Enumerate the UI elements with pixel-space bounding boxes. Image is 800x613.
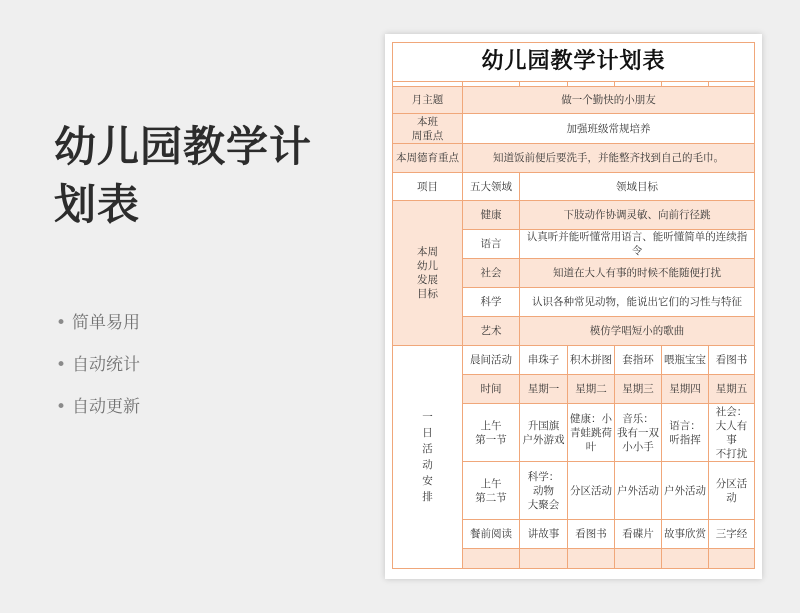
schedule-cell: 户外活动 <box>662 462 709 520</box>
goal-target: 认识各种常见动物，能说出它们的习性与特征 <box>520 288 755 317</box>
schedule-cell: 户外活动 <box>615 462 662 520</box>
schedule-cell: 看图书 <box>568 520 615 549</box>
goal-target: 下肢动作协调灵敏、向前行径跳 <box>520 201 755 230</box>
goals-label: 本周 幼儿 发展 目标 <box>393 201 463 346</box>
goals-header-domain: 五大领域 <box>463 173 520 201</box>
schedule-cell <box>709 549 755 569</box>
feature-item-2: • 自动统计 <box>56 355 140 375</box>
week-focus-value: 加强班级常规培养 <box>463 114 755 144</box>
schedule-cell: 语言： 听指挥 <box>662 404 709 462</box>
schedule-cell: 科学： 动物 大聚会 <box>520 462 568 520</box>
goal-target: 模仿学唱短小的歌曲 <box>520 317 755 346</box>
schedule-cell: 分区活动 <box>568 462 615 520</box>
sheet-title: 幼儿园教学计划表 <box>393 43 755 82</box>
goal-domain: 科学 <box>463 288 520 317</box>
schedule-cell: 三字经 <box>709 520 755 549</box>
schedule-label: 一 日 活 动 安 排 <box>393 346 463 569</box>
slide-title: 幼儿园教学计划表 <box>54 122 313 229</box>
schedule-cell <box>662 549 709 569</box>
goal-domain: 健康 <box>463 201 520 230</box>
schedule-cell <box>615 549 662 569</box>
weekday-cell: 星期四 <box>662 375 709 404</box>
schedule-cell: 喂瓶宝宝 <box>662 346 709 375</box>
weekday-cell: 星期五 <box>709 375 755 404</box>
moral-focus-value: 知道饭前便后要洗手，并能整齐找到自己的毛巾。 <box>463 144 755 173</box>
moral-focus-label: 本周德育重点 <box>393 144 463 173</box>
schedule-cell <box>520 549 568 569</box>
schedule-cell: 套指环 <box>615 346 662 375</box>
weekday-cell: 星期二 <box>568 375 615 404</box>
schedule-cell: 社会： 大人有事 不打扰 <box>709 404 755 462</box>
schedule-cell <box>568 549 615 569</box>
schedule-cell: 音乐： 我有一双 小小手 <box>615 404 662 462</box>
bullet-dot-icon: • <box>56 397 67 417</box>
feature-list <box>56 312 140 438</box>
goal-target: 认真听并能听懂常用语言、能听懂简单的连续指令 <box>520 230 755 259</box>
schedule-row-label: 餐前阅读 <box>463 520 520 549</box>
goals-header-project: 项目 <box>393 173 463 201</box>
weekday-cell: 星期一 <box>520 375 568 404</box>
schedule-cell: 看碟片 <box>615 520 662 549</box>
schedule-cell: 升国旗 户外游戏 <box>520 404 568 462</box>
goals-header-target: 领域目标 <box>520 173 755 201</box>
schedule-cell: 积木拼图 <box>568 346 615 375</box>
schedule-row-label: 上午 第一节 <box>463 404 520 462</box>
week-focus-label: 本班 周重点 <box>393 114 463 144</box>
goal-domain: 艺术 <box>463 317 520 346</box>
schedule-row-label: 晨间活动 <box>463 346 520 375</box>
schedule-row-label: 上午 第二节 <box>463 462 520 520</box>
teaching-plan-table <box>392 42 755 569</box>
feature-item-1: • 简单易用 <box>56 313 140 333</box>
goal-domain: 语言 <box>463 230 520 259</box>
schedule-cell: 讲故事 <box>520 520 568 549</box>
feature-item-3: • 自动更新 <box>56 397 140 417</box>
spreadsheet-preview <box>385 34 762 579</box>
schedule-row-label: 时间 <box>463 375 520 404</box>
schedule-cell: 分区活动 <box>709 462 755 520</box>
goal-domain: 社会 <box>463 259 520 288</box>
weekday-cell: 星期三 <box>615 375 662 404</box>
schedule-cell: 健康：小 青蛙跳荷 叶 <box>568 404 615 462</box>
schedule-row-label <box>463 549 520 569</box>
bullet-dot-icon: • <box>56 355 67 375</box>
schedule-cell: 看图书 <box>709 346 755 375</box>
month-theme-label: 月主题 <box>393 87 463 114</box>
month-theme-value: 做一个勤快的小朋友 <box>463 87 755 114</box>
bullet-dot-icon: • <box>56 313 67 333</box>
goal-target: 知道在大人有事的时候不能随便打扰 <box>520 259 755 288</box>
schedule-cell: 串珠子 <box>520 346 568 375</box>
schedule-cell: 故事欣赏 <box>662 520 709 549</box>
